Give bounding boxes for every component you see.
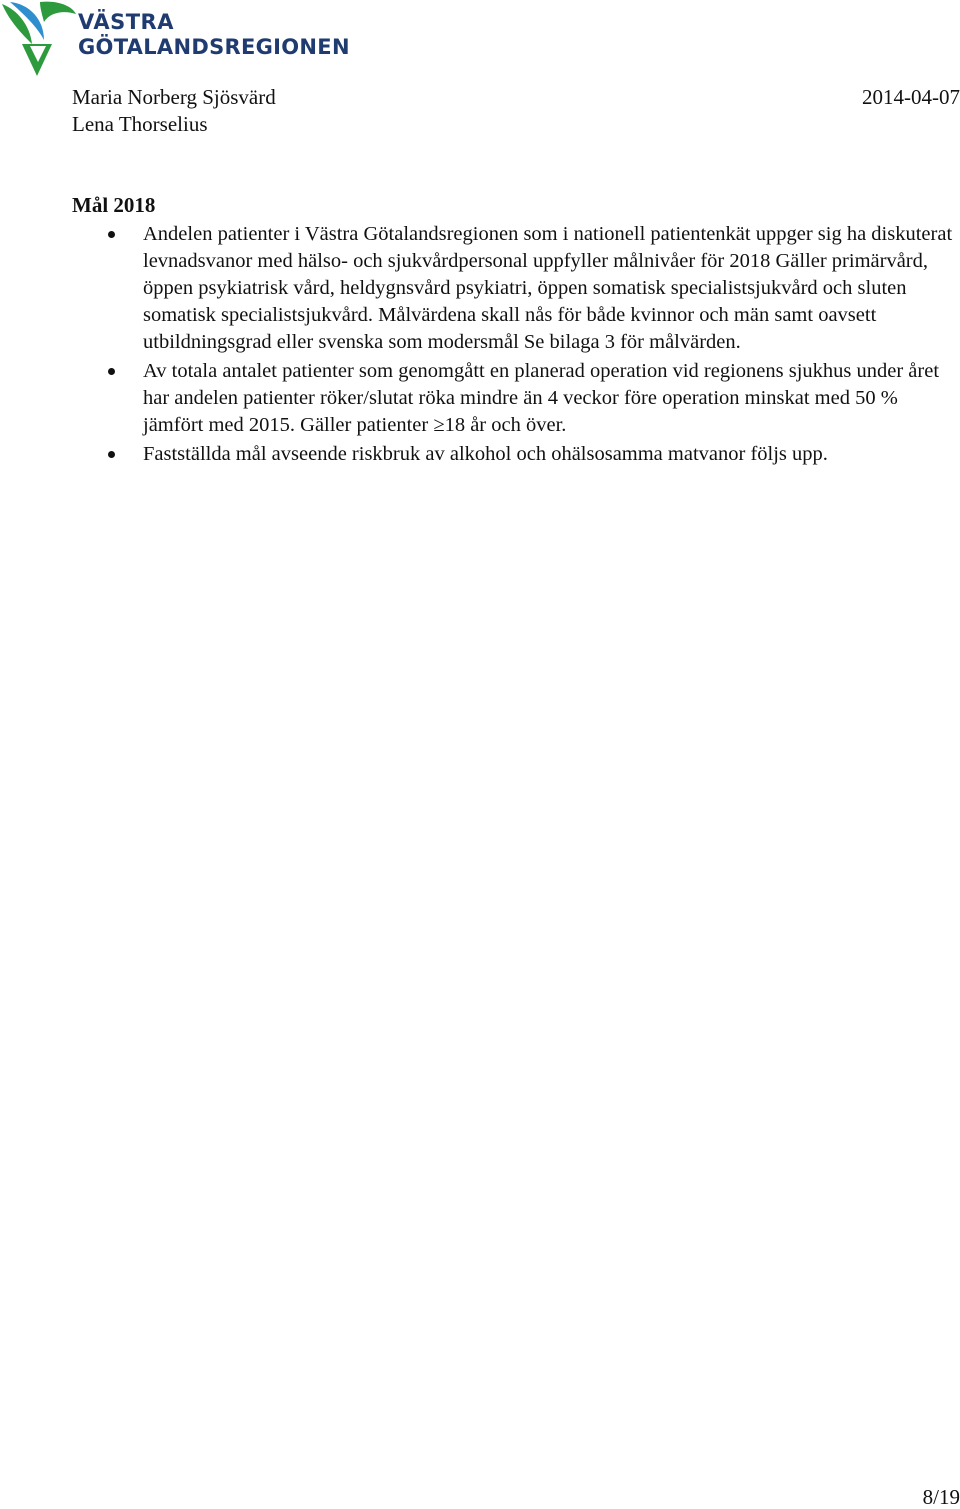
logo-text-gotalandsregionen: GÖTALANDSREGIONEN [78, 35, 350, 59]
list-item-text: Av totala antalet patienter som genomgått en planerad operation vid regionens sjukhus under året har andelen patienter röker/slutat röka mindre än 4 veckor före operation minskat med 50 % jämfört med 2015. Gäller patienter ≥18 år och över. [143, 360, 940, 436]
author-name-1: Maria Norberg Sjösvärd [72, 85, 276, 109]
bullet-icon [108, 368, 115, 375]
organization-logo [0, 0, 350, 80]
bullet-icon [108, 451, 115, 458]
author-block [72, 84, 276, 138]
section-title: Mål 2018 [72, 193, 156, 217]
list-item-text: Andelen patienter i Västra Götalandsregionen som i nationell patientenkät uppger sig ha diskuterat levnadsvanor med hälso- och sjukvårdpersonal uppfyller målnivåer för 2018 Gäller primärvård, öppen psykiatrisk vård, heldygnsvård psykiatri, öppen somatisk specialistsjukvård och sluten somatisk specialistsjukvård. Målvärdena skall nås för både kvinnor och män samt oavsett utbildningsgrad eller svenska som modersmål Se bilaga 3 för målvärden. [143, 223, 953, 353]
list-item [72, 358, 960, 439]
goals-list [72, 221, 960, 468]
document-date: 2014-04-07 [862, 85, 960, 109]
list-item-text: Fastställda mål avseende riskbruk av alkohol och ohälsosamma matvanor följs upp. [143, 443, 828, 465]
logo-emblem-icon [0, 0, 78, 80]
logo-text-vastra: VÄSTRA [78, 10, 174, 34]
author-name-2: Lena Thorselius [72, 112, 208, 136]
goals-section [72, 192, 960, 470]
bullet-icon [108, 231, 115, 238]
page-number: 8/19 [922, 1485, 960, 1509]
list-item [72, 441, 960, 468]
list-item [72, 221, 960, 356]
